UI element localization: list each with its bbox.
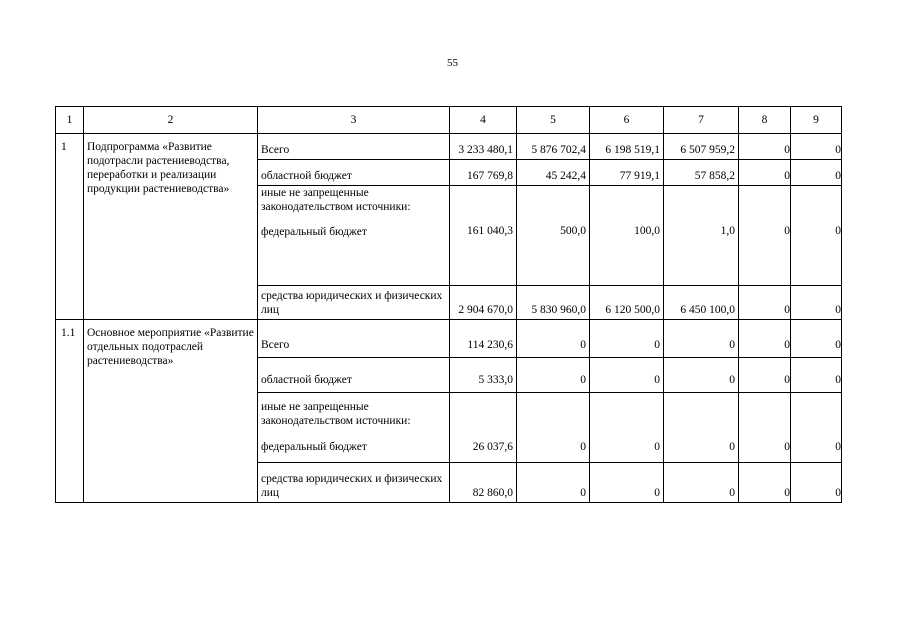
table-row xyxy=(56,134,842,160)
value-cell: 2 904 670,0 xyxy=(450,286,517,320)
source-label: Всего xyxy=(258,134,450,160)
value-cell: 0 xyxy=(590,320,664,358)
value-cell: 0 xyxy=(739,160,791,186)
program-name: Подпрограмма «Развитие подотрасли растениеводства, переработки и реализации продукции растениеводства» xyxy=(84,134,258,320)
value-cell: 6 198 519,1 xyxy=(590,134,664,160)
source-cell xyxy=(258,393,450,463)
value-cell: 0 xyxy=(739,320,791,358)
header-cell: 3 xyxy=(258,107,450,134)
value-cell: 0 xyxy=(791,134,842,160)
value-cell: 0 xyxy=(664,320,739,358)
value-cell: 0 xyxy=(791,320,842,358)
value-cell: 0 xyxy=(517,393,590,463)
value-cell: 0 xyxy=(517,463,590,503)
value-cell: 82 860,0 xyxy=(450,463,517,503)
value-cell: 0 xyxy=(739,186,791,286)
header-cell: 9 xyxy=(791,107,842,134)
value-cell: 0 xyxy=(739,286,791,320)
table-row xyxy=(56,320,842,358)
value-cell: 57 858,2 xyxy=(664,160,739,186)
value-cell: 0 xyxy=(739,134,791,160)
value-cell: 0 xyxy=(517,358,590,393)
value-cell: 45 242,4 xyxy=(517,160,590,186)
value-cell: 161 040,3 xyxy=(450,186,517,286)
value-cell: 100,0 xyxy=(590,186,664,286)
value-cell: 5 830 960,0 xyxy=(517,286,590,320)
value-cell: 0 xyxy=(590,358,664,393)
value-cell: 6 450 100,0 xyxy=(664,286,739,320)
source-note: иные не запрещенные законодательством источники: xyxy=(261,187,411,213)
budget-table xyxy=(55,106,842,503)
header-cell: 6 xyxy=(590,107,664,134)
row-index: 1.1 xyxy=(56,320,84,503)
value-cell: 167 769,8 xyxy=(450,160,517,186)
source-label: областной бюджет xyxy=(258,160,450,186)
source-label: средства юридических и физических лиц xyxy=(258,463,450,503)
header-cell: 5 xyxy=(517,107,590,134)
value-cell: 26 037,6 xyxy=(450,393,517,463)
value-cell: 114 230,6 xyxy=(450,320,517,358)
source-label: Всего xyxy=(258,320,450,358)
value-cell: 77 919,1 xyxy=(590,160,664,186)
source-label: федеральный бюджет xyxy=(261,441,367,453)
value-cell: 6 507 959,2 xyxy=(664,134,739,160)
value-cell: 0 xyxy=(791,358,842,393)
value-cell: 500,0 xyxy=(517,186,590,286)
header-cell: 8 xyxy=(739,107,791,134)
value-cell: 0 xyxy=(590,463,664,503)
source-label: федеральный бюджет xyxy=(261,226,367,238)
value-cell: 0 xyxy=(517,320,590,358)
value-cell: 0 xyxy=(791,160,842,186)
header-cell: 2 xyxy=(84,107,258,134)
value-cell: 0 xyxy=(664,358,739,393)
program-name: Основное мероприятие «Развитие отдельных подотраслей растениеводства» xyxy=(84,320,258,503)
value-cell: 0 xyxy=(791,393,842,463)
value-cell: 0 xyxy=(791,463,842,503)
source-label: областной бюджет xyxy=(258,358,450,393)
value-cell: 5 876 702,4 xyxy=(517,134,590,160)
header-cell: 4 xyxy=(450,107,517,134)
row-index: 1 xyxy=(56,134,84,320)
value-cell: 1,0 xyxy=(664,186,739,286)
value-cell: 3 233 480,1 xyxy=(450,134,517,160)
source-label: средства юридических и физических лиц xyxy=(258,286,450,320)
value-cell: 0 xyxy=(791,286,842,320)
value-cell: 0 xyxy=(739,393,791,463)
value-cell: 0 xyxy=(791,186,842,286)
header-cell: 1 xyxy=(56,107,84,134)
source-note: иные не запрещенные законодательством источники: xyxy=(261,401,411,427)
value-cell: 0 xyxy=(590,393,664,463)
value-cell: 0 xyxy=(664,393,739,463)
value-cell: 6 120 500,0 xyxy=(590,286,664,320)
header-cell: 7 xyxy=(664,107,739,134)
page-number: 55 xyxy=(447,57,458,69)
value-cell: 0 xyxy=(739,358,791,393)
header-row xyxy=(56,107,842,134)
value-cell: 5 333,0 xyxy=(450,358,517,393)
value-cell: 0 xyxy=(739,463,791,503)
source-cell xyxy=(258,186,450,286)
value-cell: 0 xyxy=(664,463,739,503)
